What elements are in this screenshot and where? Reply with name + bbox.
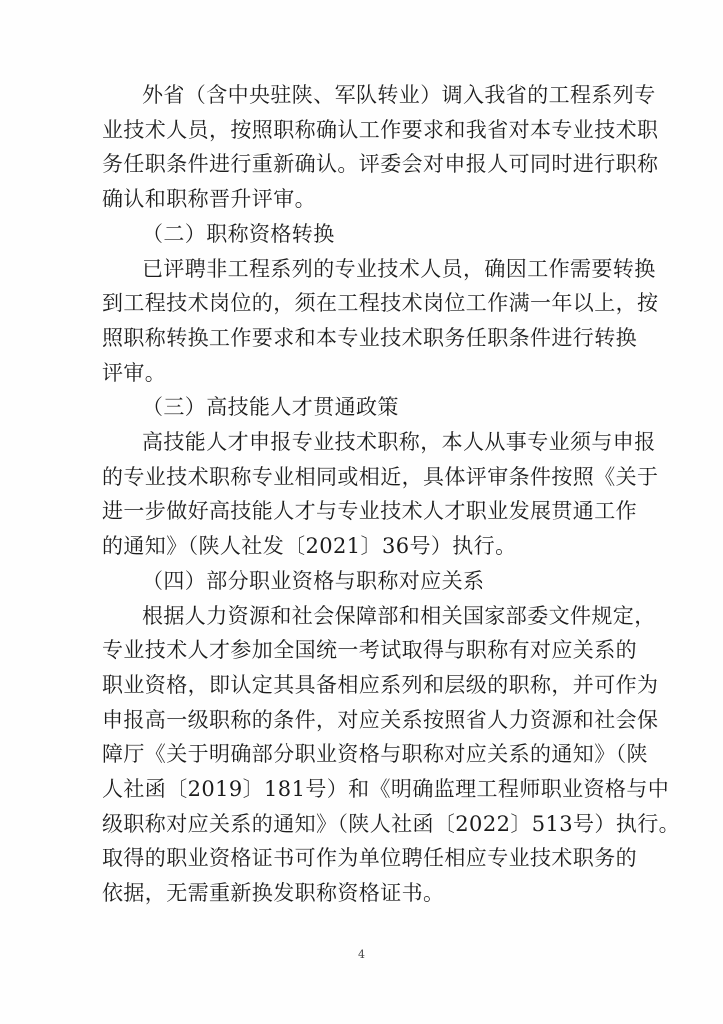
paragraph-4-line-6: 人社函〔2019〕181号）和《明确监理工程师职业资格与中 xyxy=(102,777,670,801)
section-heading-2: （二）职称资格转换 xyxy=(142,221,335,246)
paragraph-1-line-4: 确认和职称晋升评审。 xyxy=(102,187,316,212)
page-number: 4 xyxy=(358,948,365,961)
paragraph-3-line-1: 高技能人才申报专业技术职称，本人从事专业须与申报 xyxy=(142,430,656,454)
paragraph-4-line-4: 申报高一级职称的条件，对应关系按照省人力资源和社会保 xyxy=(102,707,659,732)
paragraph-1-line-2: 业技术人员，按照职称确认工作要求和我省对本专业技术职 xyxy=(102,117,659,142)
paragraph-3-line-3: 进一步做好高技能人才与专业技术人才职业发展贯通工作 xyxy=(102,499,637,524)
paragraph-4-line-1: 根据人力资源和社会保障部和相关国家部委文件规定， xyxy=(142,603,656,628)
paragraph-4-line-7: 级职称对应关系的通知》（陕人社函〔2022〕513号）执行。 xyxy=(102,811,681,836)
paragraph-2-line-1: 已评聘非工程系列的专业技术人员，确因工作需要转换 xyxy=(142,256,656,281)
paragraph-4-line-3: 职业资格，即认定其具备相应系列和层级的职称，并可作为 xyxy=(102,672,659,697)
paragraph-3-line-2: 的专业技术职称专业相同或相近，具体评审条件按照《关于 xyxy=(102,464,659,489)
paragraph-2-line-2: 到工程技术岗位的，须在工程技术岗位工作满一年以上，按 xyxy=(102,291,659,316)
paragraph-2-line-3: 照职称转换工作要求和本专业技术职务任职条件进行转换 xyxy=(102,325,637,350)
paragraph-3-line-4: 的通知》（陕人社发〔2021〕36号）执行。 xyxy=(102,534,517,559)
paragraph-4-line-8: 取得的职业资格证书可作为单位聘任相应专业技术职务的 xyxy=(102,846,637,871)
paragraph-4-line-5: 障厅《关于明确部分职业资格与职称对应关系的通知》（陕 xyxy=(102,742,648,767)
paragraph-1-line-3: 务任职条件进行重新确认。评委会对申报人可同时进行职称 xyxy=(102,152,659,177)
paragraph-1-line-1: 外省（含中央驻陕、军队转业）调入我省的工程系列专 xyxy=(142,83,656,107)
paragraph-4-line-9: 依据，无需重新换发职称资格证书。 xyxy=(102,881,445,906)
section-heading-4: （四）部分职业资格与职称对应关系 xyxy=(142,568,485,593)
paragraph-4-line-2: 专业技术人才参加全国统一考试取得与职称有对应关系的 xyxy=(102,638,637,663)
paragraph-2-line-4: 评审。 xyxy=(102,360,167,385)
section-heading-3: （三）高技能人才贯通政策 xyxy=(142,395,399,420)
